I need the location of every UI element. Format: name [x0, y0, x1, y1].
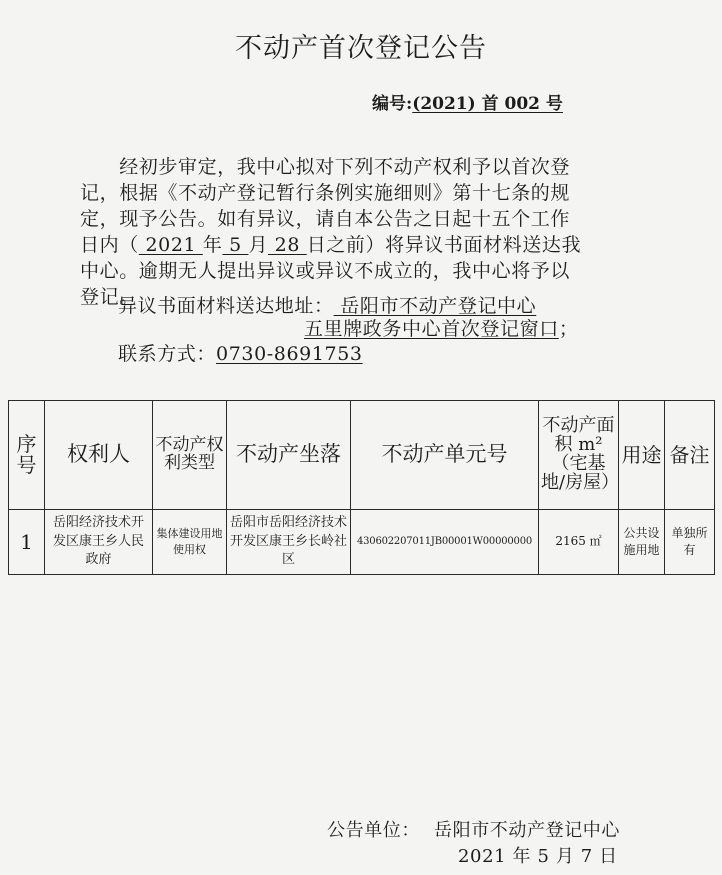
body-line-5: 中心。逾期无人提出异议或异议不成立的，我中心将予以 [80, 260, 571, 282]
body-line-deadline [80, 230, 581, 257]
deadline-year-unit: 年 [202, 234, 223, 256]
page-title: 不动产首次登记公告 [235, 33, 487, 64]
table-row [9, 510, 715, 575]
doc-number [372, 89, 563, 114]
body-line-2: 记，根据《不动产登记暂行条例实施细则》第十七条的规 [80, 182, 571, 204]
deadline-month: 5 [222, 234, 249, 256]
deadline-month-unit: 月 [248, 234, 269, 256]
body-line-1: 经初步审定，我中心拟对下列不动产权利予以首次登 [80, 156, 571, 178]
signature-label: 公告单位： [327, 820, 420, 841]
header-unit-no: 不动产单元号 [351, 401, 539, 510]
contact-line [118, 339, 363, 366]
registration-table [8, 400, 715, 575]
contact-label: 联系方式： [118, 343, 217, 365]
body-line-6: 登记。 [80, 286, 139, 308]
header-usage: 用途 [619, 401, 665, 510]
header-holder: 权利人 [45, 401, 153, 510]
deadline-year: 2021 [138, 234, 203, 256]
address-line-2 [304, 314, 578, 341]
address-label: 异议书面材料送达地址： [118, 295, 334, 317]
table-header-row [9, 401, 715, 510]
cell-remark: 单独所有 [665, 510, 715, 575]
cell-right-type: 集体建设用地使用权 [153, 510, 227, 575]
deadline-suffix: 日之前）将异议书面材料送达我 [306, 234, 582, 256]
contact-value: 0730-8691753 [216, 343, 363, 365]
header-index: 序号 [9, 401, 45, 510]
deadline-prefix: 日内（ [80, 234, 139, 256]
cell-area: 2165 ㎡ [539, 510, 619, 575]
address-value-2: 五里牌政务中心首次登记窗口 [304, 318, 559, 340]
header-remark: 备注 [665, 401, 715, 510]
cell-usage: 公共设施用地 [619, 510, 665, 575]
signature-date: 2021 年 5 月 7 日 [458, 846, 618, 867]
deadline-day: 28 [268, 234, 307, 256]
cell-unit-no: 430602207011JB00001W00000000 [351, 510, 539, 575]
doc-number-value: (2021) 首 002 号 [412, 94, 563, 114]
header-location: 不动产坐落 [227, 401, 351, 510]
doc-number-label: 编号: [372, 94, 413, 114]
signature-line [327, 816, 620, 842]
signature-org: 岳阳市不动产登记中心 [434, 820, 620, 841]
body-line-3: 定，现予公告。如有异议，请自本公告之日起十五个工作 [80, 208, 571, 230]
header-right-type: 不动产权利类型 [153, 401, 227, 510]
address-tail: ； [558, 318, 579, 340]
cell-location: 岳阳市岳阳经济技术开发区康王乡长岭社区 [227, 510, 351, 575]
header-area: 不动产面积 m²（宅基地/房屋） [539, 401, 619, 510]
cell-index: 1 [9, 510, 45, 575]
address-value-1: 岳阳市不动产登记中心 [333, 295, 537, 317]
cell-holder: 岳阳经济技术开发区康王乡人民政府 [45, 510, 153, 575]
